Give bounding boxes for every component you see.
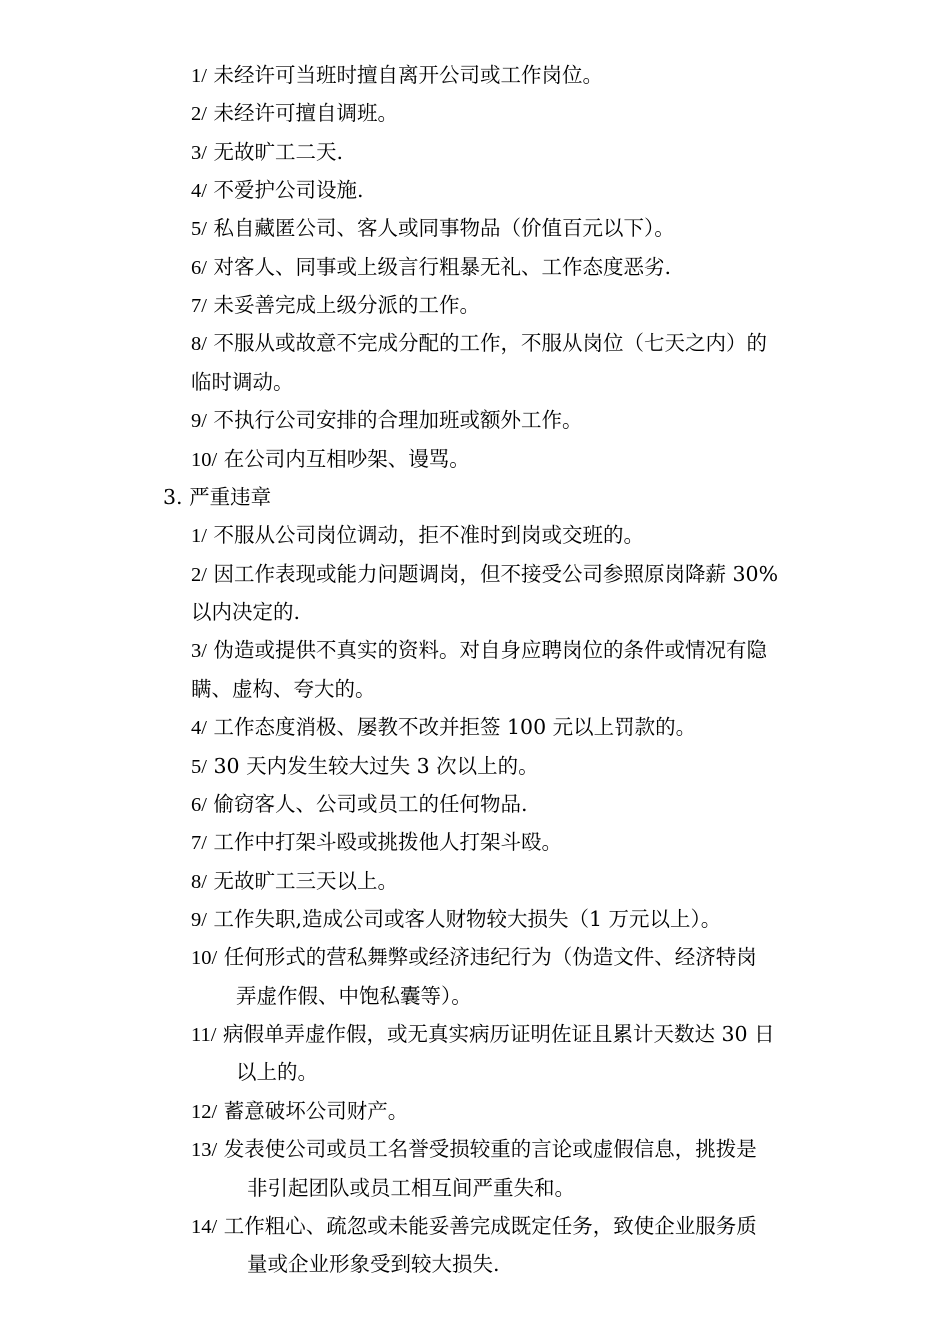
list-item-a2 [191,100,398,126]
list-item-b12 [191,1098,408,1124]
item-text: 不爱护公司设施. [213,178,364,202]
list-item-a3 [191,139,343,165]
item-number: 2/ [191,564,207,586]
item-number: 4/ [191,717,207,739]
list-item-b9 [191,906,721,932]
item-text: 不执行公司安排的合理加班或额外工作。 [213,408,583,432]
item-text: 发表使公司或员工名誉受损较重的言论或虚假信息，挑拨是 [223,1137,757,1161]
item-text: 因工作表现或能力问题调岗，但不接受公司参照原岗降薪 30% [213,562,779,586]
list-item-b3 [191,637,767,663]
item-text: 未妥善完成上级分派的工作。 [213,293,480,317]
item-number: 4/ [191,180,207,202]
list-item-b10-cont [236,983,472,1009]
item-text: 弄虚作假、中饱私囊等）。 [236,984,472,1008]
item-number: 6/ [191,794,207,816]
item-text: 不服从或故意不完成分配的工作，不服从岗位（七天之内）的 [213,331,767,355]
item-text: 工作态度消极、屡教不改并拒签 100 元以上罚款的。 [213,715,697,739]
item-text: 在公司内互相吵架、谩骂。 [223,447,470,471]
item-number: 1/ [191,525,207,547]
list-item-b1 [191,522,644,548]
item-text: 非引起团队或员工相互间严重失和。 [247,1176,575,1200]
item-number: 3/ [191,142,207,164]
item-number: 7/ [191,295,207,317]
list-item-b8 [191,868,398,894]
item-text: 工作失职,造成公司或客人财物较大损失（1 万元以上）。 [213,907,722,931]
list-item-b6 [191,791,528,817]
item-text: 不服从公司岗位调动，拒不准时到岗或交班的。 [213,523,644,547]
list-item-b11 [191,1021,775,1047]
item-text: 伪造或提供不真实的资料。对自身应聘岗位的条件或情况有隐 [213,638,767,662]
item-number: 10/ [191,947,218,969]
item-text: 临时调动。 [191,370,294,394]
list-item-b5 [191,753,539,779]
item-text: 对客人、同事或上级言行粗暴无礼、工作态度恶劣. [213,255,671,279]
item-text: 以上的。 [236,1060,318,1084]
item-number: 13/ [191,1139,218,1161]
item-text: 无故旷工二天. [213,140,344,164]
item-number: 11/ [191,1024,217,1046]
list-item-a5 [191,215,675,241]
item-text: 工作粗心、疏忽或未能妥善完成既定任务，致使企业服务质 [223,1214,757,1238]
item-text: 30 天内发生较大过失 3 次以上的。 [213,754,539,778]
list-item-a10 [191,446,470,472]
list-item-b7 [191,829,562,855]
list-item-b11-cont [236,1059,318,1085]
list-item-b14 [191,1213,757,1239]
item-text: 任何形式的营私舞弊或经济违纪行为（伪造文件、经济特岗 [223,945,757,969]
section-heading: 3. 严重违章 [163,485,272,509]
item-number: 9/ [191,909,207,931]
list-item-b4 [191,714,696,740]
item-number: 2/ [191,103,207,125]
item-text: 未经许可当班时擅自离开公司或工作岗位。 [213,63,603,87]
item-number: 5/ [191,756,207,778]
item-text: 未经许可擅自调班。 [213,101,398,125]
item-number: 3/ [191,640,207,662]
item-number: 9/ [191,410,207,432]
item-number: 12/ [191,1101,218,1123]
item-text: 蓄意破坏公司财产。 [223,1099,409,1123]
item-text: 量或企业形象受到较大损失. [247,1252,500,1276]
item-number: 8/ [191,871,207,893]
item-text: 瞒、虚构、夸大的。 [191,677,376,701]
list-item-a8-cont [191,369,294,395]
item-text: 私自藏匿公司、客人或同事物品（价值百元以下）。 [213,216,675,240]
item-text: 病假单弄虚作假，或无真实病历证明佐证且累计天数达 30 日 [222,1022,775,1046]
list-item-b13-cont [247,1175,575,1201]
item-number: 5/ [191,218,207,240]
list-item-b2 [191,561,778,587]
list-item-a1 [191,62,603,88]
list-item-a6 [191,254,671,280]
item-number: 1/ [191,65,207,87]
item-number: 14/ [191,1216,218,1238]
list-item-a4 [191,177,364,203]
list-item-b13 [191,1136,757,1162]
item-number: 8/ [191,333,207,355]
list-item-b14-cont [247,1251,500,1277]
list-item-b3-cont [191,676,376,702]
item-number: 6/ [191,257,207,279]
list-item-a7 [191,292,480,318]
item-number: 7/ [191,832,207,854]
item-text: 偷窃客人、公司或员工的任何物品. [213,792,528,816]
item-text: 以内决定的. [191,600,301,624]
item-number: 10/ [191,449,218,471]
item-text: 无故旷工三天以上。 [213,869,398,893]
item-text: 工作中打架斗殴或挑拨他人打架斗殴。 [213,830,562,854]
list-item-b2-cont [191,599,300,625]
list-item-b10 [191,944,757,970]
list-item-a8 [191,330,767,356]
list-item-a9 [191,407,582,433]
